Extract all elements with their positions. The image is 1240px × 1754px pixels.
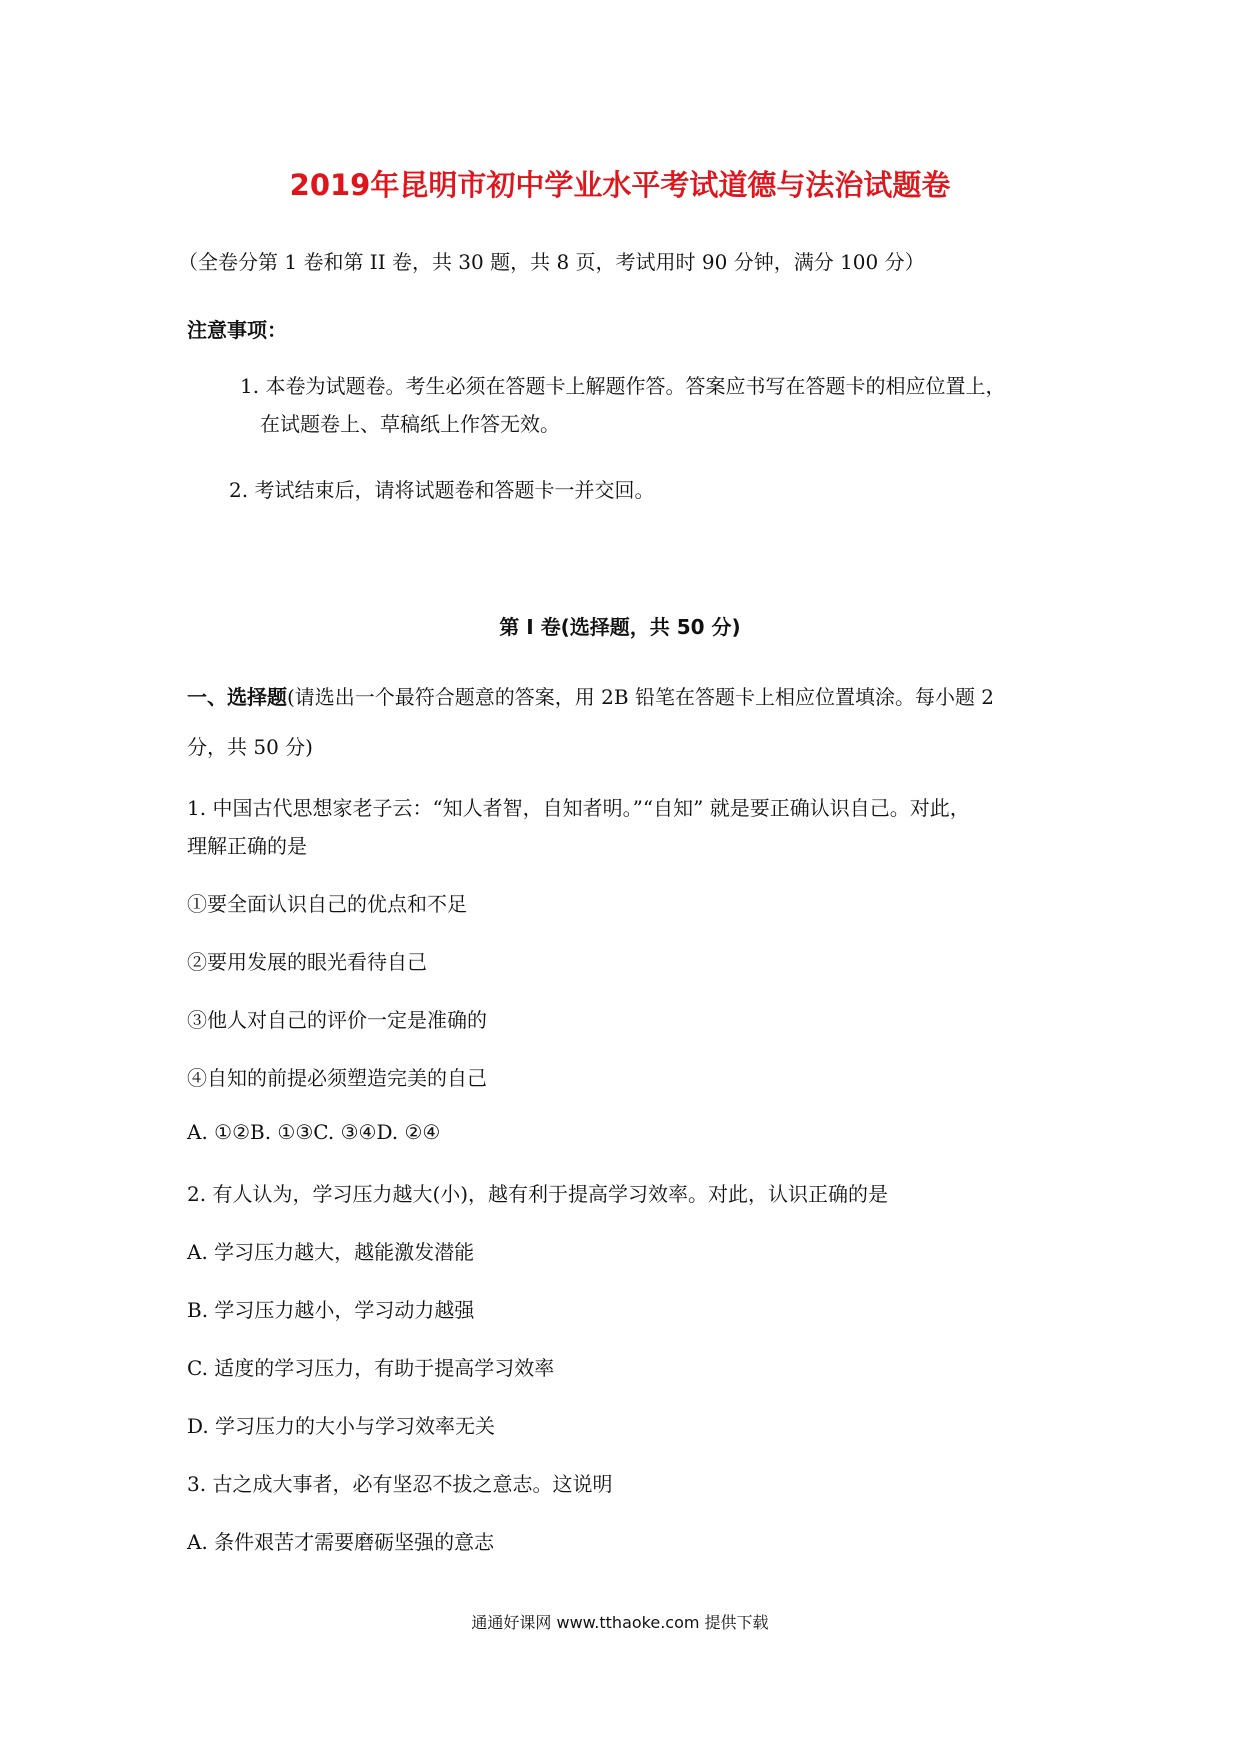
page-footer: 通通好课网 www.tthaoke.com 提供下载	[471, 1613, 769, 1632]
notice-heading: 注意事项：	[187, 318, 287, 342]
question-2-stem: 2. 有人认为，学习压力越大(小)，越有利于提高学习效率。对此，认识正确的是	[187, 1182, 889, 1206]
question-1-statement-4: ④自知的前提必须塑造完美的自己	[187, 1066, 487, 1090]
page-title: 2019年昆明市初中学业水平考试道德与法治试题卷	[289, 168, 951, 202]
part-one-instruction-text: (请选出一个最符合题意的答案，用 2B 铅笔在答题卡上相应位置填涂。每小题 2	[287, 685, 995, 709]
question-1-stem-cont: 理解正确的是	[187, 834, 307, 858]
question-2-option-c: C. 适度的学习压力，有助于提高学习效率	[187, 1356, 555, 1380]
section-heading: 第 I 卷(选择题，共 50 分)	[499, 615, 741, 639]
question-3-stem: 3. 古之成大事者，必有坚忍不拔之意志。这说明	[187, 1472, 613, 1496]
part-one-lead: 一、选择题	[187, 685, 287, 709]
question-3-option-a: A. 条件艰苦才需要磨砺坚强的意志	[187, 1530, 495, 1554]
question-1-statement-1: ①要全面认识自己的优点和不足	[187, 892, 467, 916]
exam-subtitle: （全卷分第 1 卷和第 II 卷，共 30 题，共 8 页，考试用时 90 分钟，满分 100 分）	[178, 250, 925, 274]
question-2-option-d: D. 学习压力的大小与学习效率无关	[187, 1414, 496, 1438]
question-2-option-a: A. 学习压力越大，越能激发潜能	[187, 1240, 475, 1264]
question-1-stem: 1. 中国古代思想家老子云：“知人者智，自知者明。”“自知” 就是要正确认识自己。对此，	[187, 796, 970, 820]
question-1-statement-2: ②要用发展的眼光看待自己	[187, 950, 427, 974]
question-2-option-b: B. 学习压力越小，学习动力越强	[187, 1298, 475, 1322]
part-one-instruction-cont: 分，共 50 分)	[187, 735, 313, 759]
notice-item-1: 1. 本卷为试题卷。考生必须在答题卡上解题作答。答案应书写在答题卡的相应位置上，	[240, 374, 1006, 398]
part-one-instruction	[187, 681, 994, 710]
notice-item-1-cont: 在试题卷上、草稿纸上作答无效。	[260, 412, 560, 436]
notice-item-2: 2. 考试结束后，请将试题卷和答题卡一并交回。	[229, 478, 655, 502]
question-1-statement-3: ③他人对自己的评价一定是准确的	[187, 1008, 487, 1032]
question-1-options: A. ①②B. ①③C. ③④D. ②④	[187, 1120, 441, 1144]
